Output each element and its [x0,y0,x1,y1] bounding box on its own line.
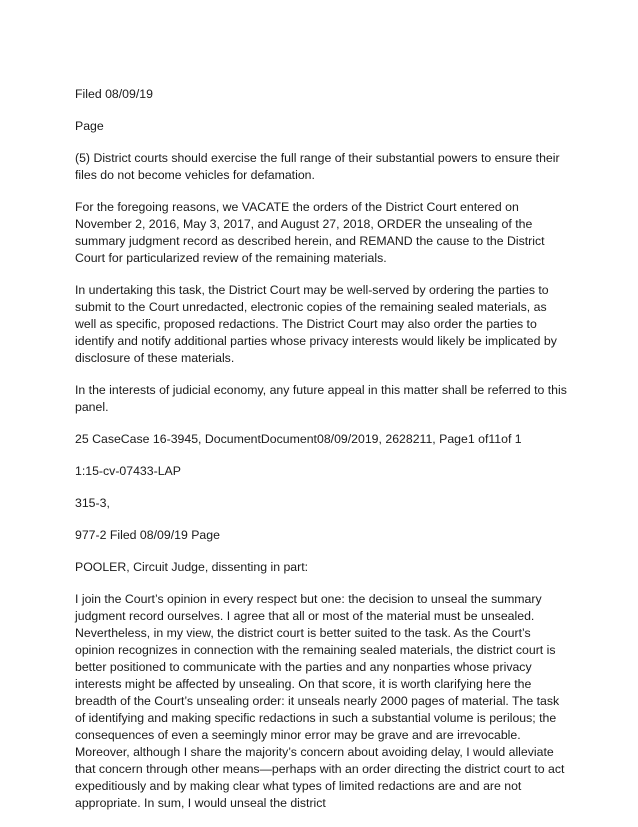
paragraph-judicial-economy: In the interests of judicial economy, any future appeal in this matter shall be referred to this panel. [75,383,567,414]
document-page [75,86,570,827]
filed-line: Filed 08/09/19 [75,87,153,101]
filed-page-line: 977-2 Filed 08/09/19 Page [75,528,220,542]
doc-number-line: 315-3, [75,496,110,510]
paragraph-undertaking-task: In undertaking this task, the District Court may be well-served by ordering the parties to submit to the Court unredacted, electronic copies of the remaining sealed materials, as well as specific, proposed redactions. The District Court may also order the parties to identify and notify additional parties whose privacy interests would likely be implicated by disclosure of these materials. [75,283,557,365]
page-line: Page [75,119,104,133]
docket-line: 1:15-cv-07433-LAP [75,464,181,478]
dissent-heading: POOLER, Circuit Judge, dissenting in part: [75,560,309,574]
paragraph-district-courts: (5) District courts should exercise the full range of their substantial powers to ensure their files do not become vehicles for defamation. [75,151,560,182]
paragraph-foregoing-reasons: For the foregoing reasons, we VACATE the orders of the District Court entered on November 2, 2016, May 3, 2017, and August 27, 2018, ORDER the unsealing of the summary judgment record as described herein, and REMAND the cause to the District Court for particularized review of the remaining materials. [75,200,545,265]
case-line: 25 CaseCase 16-3945, DocumentDocument08/09/2019, 2628211, Page1 of11of 1 [75,432,522,446]
dissent-paragraph: I join the Court’s opinion in every respect but one: the decision to unseal the summary judgment record ourselves. I agree that all or most of the material must be unsealed. Nevertheless, in my view, the district court is better suited to the task. As the Court’s opinion recognizes in connection with the remaining sealed materials, the district court is better positioned to communicate with the parties and any nonparties whose privacy interests might be affected by unsealing. On that score, it is worth clarifying here the breadth of the Court’s unsealing order: it unseals nearly 2000 pages of material. The task of identifying and making specific redactions in such a substantial volume is perilous; the consequences of even a seemingly minor error may be grave and are irrevocable. Moreover, although I share the majority’s concern about avoiding delay, I would alleviate that concern through other means—perhaps with an order directing the district court to act expeditiously and by making clear what types of limited redactions are and are not appropriate. In sum, I would unseal the district [75,592,565,810]
